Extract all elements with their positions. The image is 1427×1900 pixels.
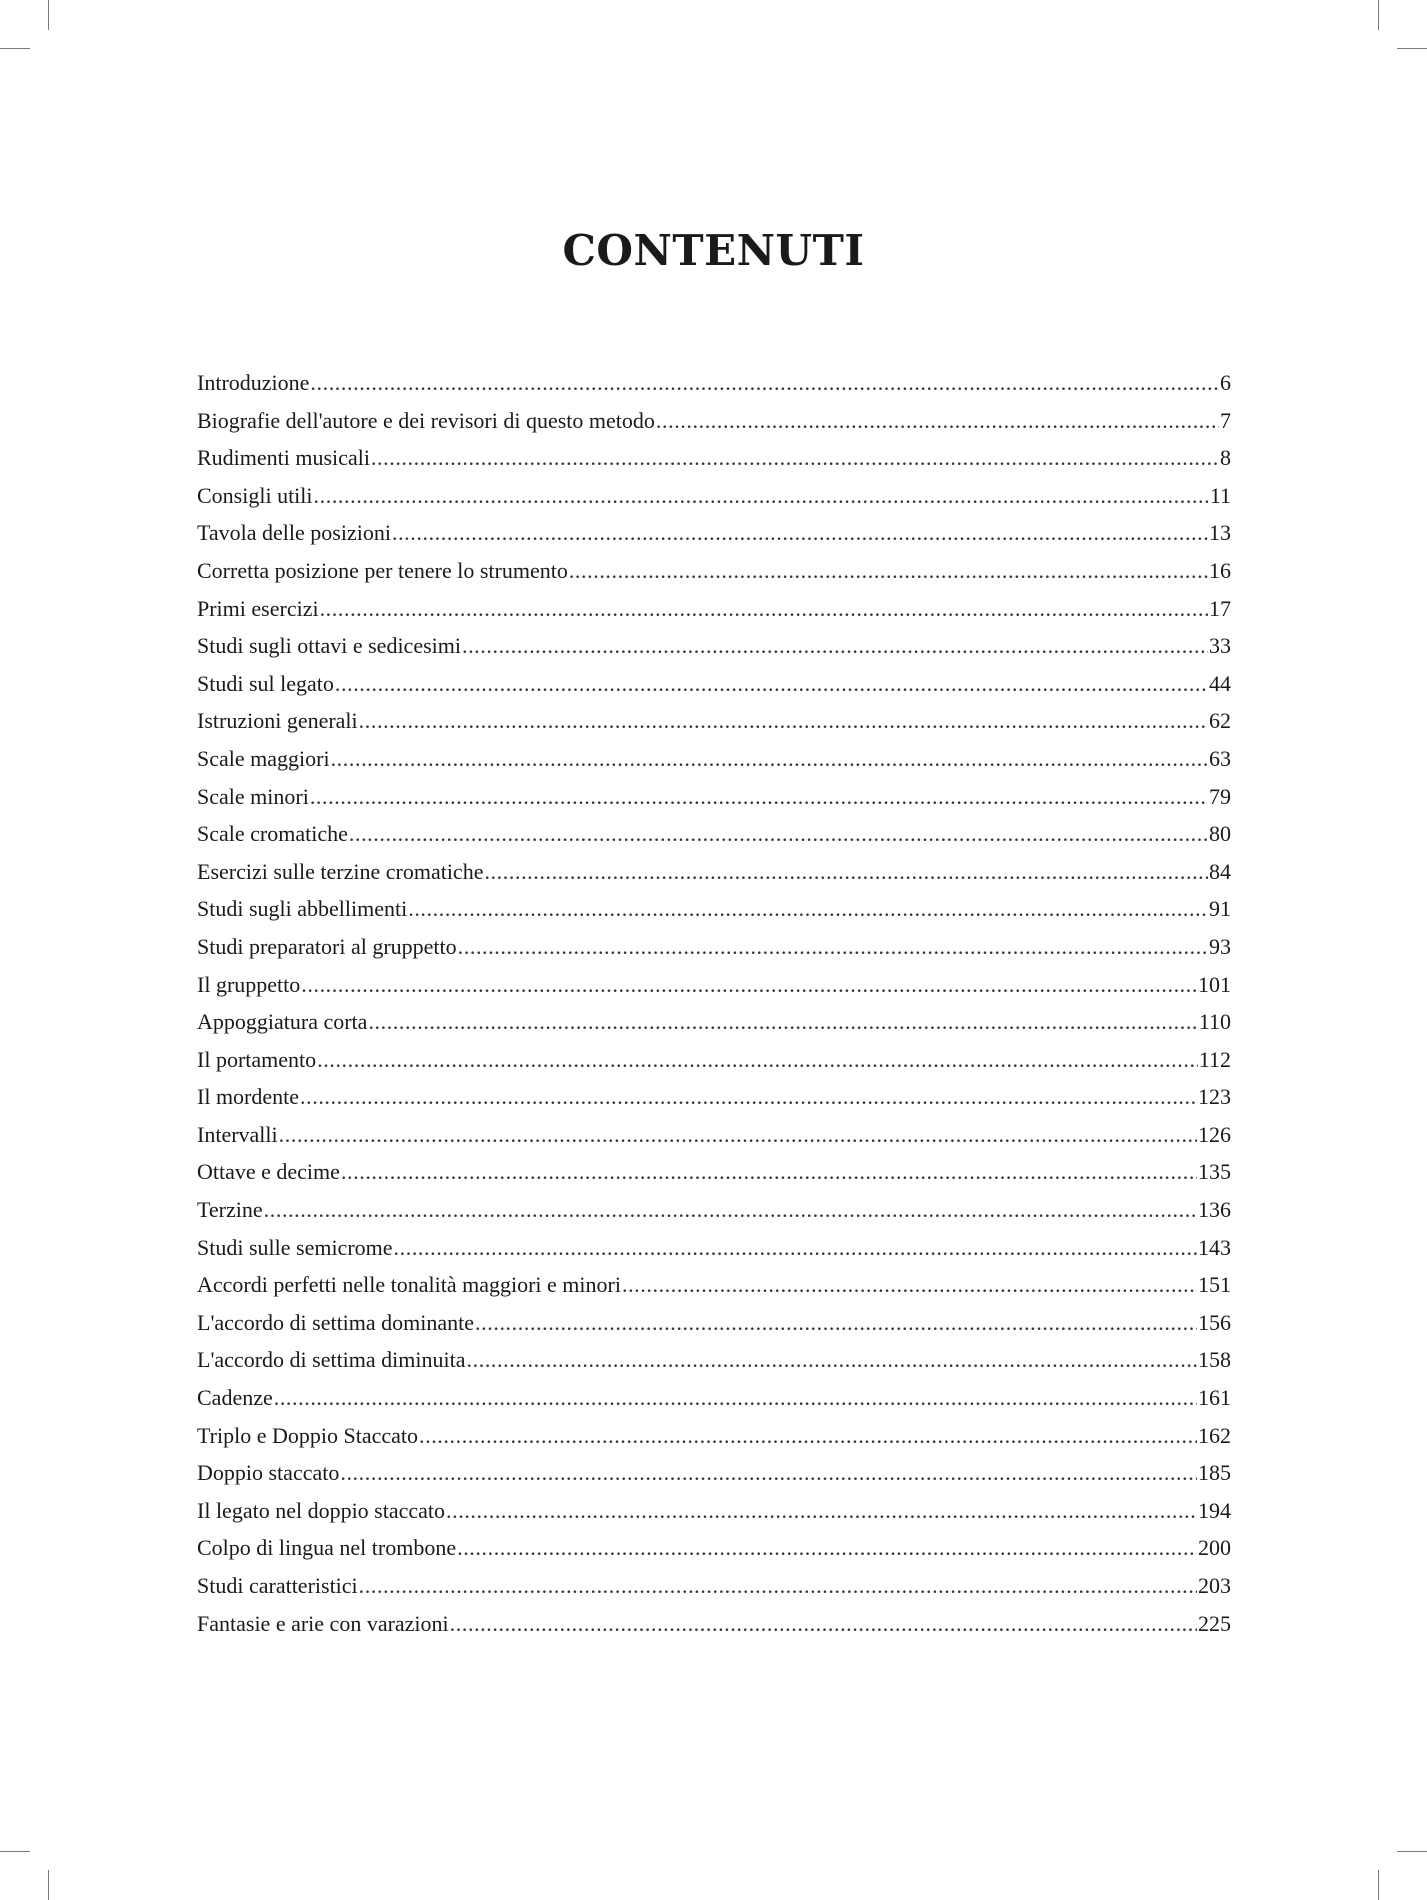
toc-dot-leader	[569, 552, 1208, 590]
toc-entry-label: Studi sul legato	[197, 670, 334, 696]
toc-entry-page-number: 162	[1198, 1422, 1231, 1448]
toc-entry-label: Studi sugli ottavi e sedicesimi	[197, 633, 461, 659]
toc-entry	[197, 552, 1231, 590]
toc-dot-leader	[408, 890, 1208, 928]
toc-entry	[197, 1078, 1231, 1116]
toc-entry	[197, 402, 1231, 440]
toc-dot-leader	[320, 590, 1208, 628]
toc-entry-page-number: 203	[1198, 1573, 1231, 1598]
toc-entry	[197, 1191, 1231, 1229]
toc-entry-label: Scale maggiori	[197, 745, 330, 771]
toc-dot-leader	[467, 1341, 1197, 1379]
toc-entry-page-number: 123	[1198, 1084, 1231, 1110]
toc-dot-leader	[392, 514, 1208, 552]
toc-entry-page-number: 185	[1198, 1460, 1231, 1486]
toc-entry	[197, 1003, 1231, 1041]
toc-entry	[197, 1417, 1231, 1455]
toc-dot-leader	[279, 1116, 1197, 1154]
toc-dot-leader	[331, 740, 1208, 778]
toc-entry	[197, 514, 1231, 552]
toc-dot-leader	[317, 1041, 1198, 1079]
toc-entry-label: Terzine	[197, 1197, 263, 1223]
toc-entry-label: Studi preparatori al gruppetto	[197, 933, 457, 959]
table-of-contents	[197, 364, 1231, 1642]
toc-entry-label: Esercizi sulle terzine cromatiche	[197, 858, 484, 884]
toc-entry-page-number: 126	[1198, 1121, 1231, 1147]
toc-dot-leader	[341, 1153, 1197, 1191]
toc-entry	[197, 1116, 1231, 1154]
toc-entry	[197, 477, 1231, 515]
toc-entry	[197, 1529, 1231, 1567]
toc-entry	[197, 853, 1231, 891]
toc-dot-leader	[349, 815, 1208, 853]
toc-dot-leader	[450, 1605, 1197, 1643]
toc-entry-page-number: 110	[1198, 1009, 1231, 1035]
toc-entry	[197, 702, 1231, 740]
toc-entry-label: Cadenze	[197, 1385, 273, 1411]
crop-mark-bottom-right-horizontal	[1397, 1851, 1427, 1852]
toc-entry	[197, 1341, 1231, 1379]
crop-mark-top-right-horizontal	[1397, 48, 1427, 49]
toc-dot-leader	[475, 1304, 1197, 1342]
toc-entry	[197, 1605, 1231, 1643]
toc-entry-page-number: 161	[1198, 1385, 1231, 1411]
toc-entry-page-number: 33	[1209, 633, 1231, 659]
toc-entry-page-number: 156	[1198, 1309, 1231, 1335]
toc-entry-label: Accordi perfetti nelle tonalità maggiori e minori	[197, 1272, 621, 1298]
toc-dot-leader	[484, 853, 1208, 891]
toc-dot-leader	[371, 439, 1219, 477]
toc-dot-leader	[274, 1379, 1197, 1417]
toc-entry-label: Consigli utili	[197, 482, 313, 508]
toc-entry	[197, 1454, 1231, 1492]
toc-entry-label: Biografie dell'autore e dei revisori di questo metodo	[197, 407, 655, 433]
toc-dot-leader	[264, 1191, 1197, 1229]
toc-entry-label: Il legato nel doppio staccato	[197, 1497, 446, 1523]
toc-entry-page-number: 79	[1209, 783, 1231, 809]
toc-entry-label: Il portamento	[197, 1046, 317, 1072]
toc-entry-label: L'accordo di settima dominante	[197, 1309, 475, 1335]
toc-entry-label: Intervalli	[197, 1121, 278, 1147]
toc-dot-leader	[310, 778, 1208, 816]
toc-entry	[197, 1567, 1231, 1605]
toc-dot-leader	[300, 1078, 1197, 1116]
toc-entry-label: Rudimenti musicali	[197, 445, 370, 471]
crop-mark-top-left-horizontal	[0, 48, 30, 49]
toc-entry-page-number: 112	[1198, 1046, 1231, 1072]
toc-dot-leader	[394, 1229, 1197, 1267]
toc-entry-page-number: 151	[1198, 1272, 1231, 1298]
toc-entry-label: Scale minori	[197, 783, 309, 809]
crop-mark-bottom-right-vertical	[1378, 1870, 1379, 1900]
toc-entry	[197, 740, 1231, 778]
toc-entry	[197, 1266, 1231, 1304]
toc-entry-label: Primi esercizi	[197, 595, 319, 621]
toc-entry-page-number: 44	[1209, 670, 1231, 696]
toc-entry-label: Colpo di lingua nel trombone	[197, 1535, 457, 1561]
toc-entry	[197, 1492, 1231, 1530]
toc-dot-leader	[622, 1266, 1197, 1304]
toc-entry	[197, 966, 1231, 1004]
toc-entry-label: Fantasie e arie con varazioni	[197, 1610, 449, 1636]
toc-entry-page-number: 80	[1209, 821, 1231, 847]
toc-entry-label: Doppio staccato	[197, 1460, 340, 1486]
toc-entry-label: Appoggiatura corta	[197, 1009, 368, 1035]
toc-entry	[197, 364, 1231, 402]
toc-dot-leader	[310, 364, 1219, 402]
toc-entry	[197, 590, 1231, 628]
crop-mark-bottom-left-horizontal	[0, 1851, 30, 1852]
toc-entry	[197, 665, 1231, 703]
toc-entry-page-number: 7	[1220, 407, 1231, 433]
toc-entry-page-number: 143	[1198, 1234, 1231, 1260]
toc-entry-page-number: 16	[1209, 557, 1231, 583]
toc-entry-label: Istruzioni generali	[197, 708, 358, 734]
toc-dot-leader	[446, 1492, 1197, 1530]
toc-entry-page-number: 11	[1209, 482, 1231, 508]
toc-dot-leader	[368, 1003, 1197, 1041]
toc-entry-label: Studi sulle semicrome	[197, 1234, 393, 1260]
toc-entry-label: Il gruppetto	[197, 971, 301, 997]
toc-entry	[197, 1229, 1231, 1267]
toc-entry	[197, 1304, 1231, 1342]
toc-entry-page-number: 13	[1209, 520, 1231, 546]
toc-entry-page-number: 225	[1198, 1610, 1231, 1636]
toc-entry-page-number: 200	[1198, 1535, 1231, 1561]
toc-entry	[197, 1153, 1231, 1191]
toc-entry	[197, 627, 1231, 665]
crop-mark-top-left-vertical	[48, 0, 49, 30]
toc-entry-page-number: 8	[1220, 445, 1231, 471]
toc-entry-page-number: 6	[1220, 370, 1231, 395]
toc-entry-label: Studi sugli abbellimenti	[197, 896, 408, 922]
toc-entry-page-number: 17	[1209, 595, 1231, 621]
toc-entry-page-number: 84	[1209, 858, 1231, 884]
toc-entry-label: Studi caratteristici	[197, 1573, 358, 1598]
toc-entry-label: Scale cromatiche	[197, 821, 348, 847]
toc-entry	[197, 1379, 1231, 1417]
toc-dot-leader	[656, 402, 1219, 440]
toc-entry	[197, 778, 1231, 816]
toc-entry-page-number: 93	[1209, 933, 1231, 959]
toc-entry-label: Tavola delle posizioni	[197, 520, 391, 546]
toc-entry-page-number: 158	[1198, 1347, 1231, 1373]
toc-entry-label: L'accordo di settima diminuita	[197, 1347, 466, 1373]
toc-entry-page-number: 101	[1198, 971, 1231, 997]
toc-entry-label: Triplo e Doppio Staccato	[197, 1422, 418, 1448]
toc-dot-leader	[359, 702, 1208, 740]
toc-entry-page-number: 135	[1198, 1159, 1231, 1185]
toc-dot-leader	[314, 477, 1209, 515]
toc-dot-leader	[457, 1529, 1197, 1567]
toc-entry	[197, 815, 1231, 853]
toc-dot-leader	[340, 1454, 1197, 1492]
toc-dot-leader	[419, 1417, 1197, 1455]
toc-dot-leader	[335, 665, 1208, 703]
toc-dot-leader	[458, 928, 1208, 966]
toc-dot-leader	[301, 966, 1197, 1004]
toc-dot-leader	[359, 1567, 1197, 1605]
toc-entry-label: Introduzione	[197, 370, 310, 395]
toc-entry-page-number: 136	[1198, 1197, 1231, 1223]
toc-entry-page-number: 91	[1209, 896, 1231, 922]
toc-entry-label: Il mordente	[197, 1084, 300, 1110]
toc-entry	[197, 928, 1231, 966]
toc-entry-page-number: 194	[1198, 1497, 1231, 1523]
toc-entry-label: Corretta posizione per tenere lo strumento	[197, 557, 568, 583]
toc-entry	[197, 890, 1231, 928]
toc-entry	[197, 439, 1231, 477]
toc-entry-page-number: 63	[1209, 745, 1231, 771]
toc-entry	[197, 1041, 1231, 1079]
page-title: CONTENUTI	[562, 226, 865, 275]
crop-mark-bottom-left-vertical	[48, 1870, 49, 1900]
toc-entry-page-number: 62	[1209, 708, 1231, 734]
toc-entry-label: Ottave e decime	[197, 1159, 340, 1185]
crop-mark-top-right-vertical	[1378, 0, 1379, 30]
toc-dot-leader	[462, 627, 1208, 665]
